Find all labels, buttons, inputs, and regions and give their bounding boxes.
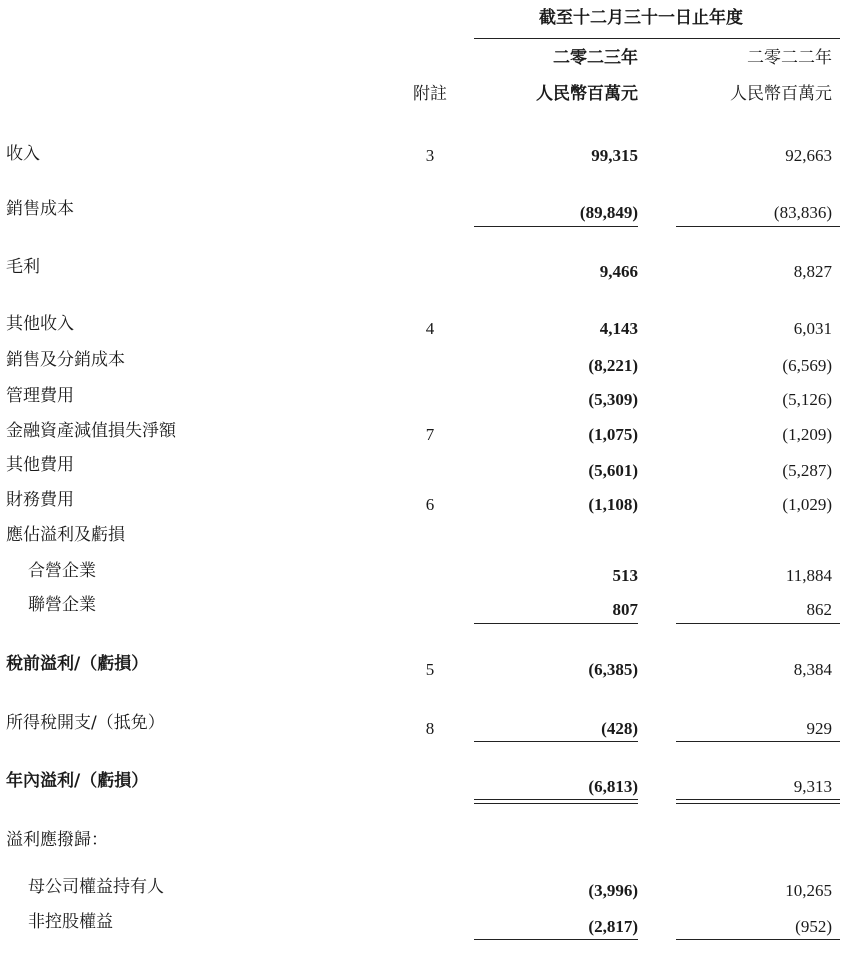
row-label: 聯營企業 (28, 595, 96, 615)
row-note: 4 (425, 319, 435, 338)
value-2023: (3,996) (588, 881, 638, 900)
value-2023: 99,315 (591, 146, 638, 165)
row-label: 所得稅開支/（抵免） (6, 713, 165, 733)
value-2022: 929 (806, 719, 832, 738)
value-2022: 9,313 (793, 777, 832, 796)
value-2023: (8,221) (588, 356, 638, 375)
row-label: 非控股權益 (28, 912, 113, 932)
subtotal-rule (676, 939, 840, 940)
value-2023: (6,385) (588, 660, 638, 679)
subtotal-rule (676, 623, 840, 624)
row-label: 母公司權益持有人 (28, 877, 164, 897)
value-2023: (1,075) (588, 425, 638, 444)
value-2023: (6,813) (588, 777, 638, 796)
value-2022: 92,663 (785, 146, 832, 165)
row-note: 7 (425, 425, 435, 444)
value-2023: 4,143 (599, 319, 638, 338)
value-2022: (1,209) (782, 425, 832, 444)
row-label: 收入 (6, 144, 40, 164)
row-note: 8 (425, 719, 435, 738)
subtotal-rule (676, 741, 840, 742)
subtotal-rule (474, 623, 638, 624)
value-2023: (5,309) (588, 390, 638, 409)
subtotal-rule (474, 226, 638, 227)
subtotal-rule (474, 939, 638, 940)
row-note: 6 (425, 495, 435, 514)
year-prior-header: 二零二二年 (747, 48, 832, 68)
row-label: 財務費用 (6, 490, 74, 510)
row-label: 年內溢利/（虧損） (6, 771, 149, 791)
row-label: 管理費用 (6, 386, 74, 406)
value-2022: (952) (795, 917, 832, 936)
row-label: 銷售及分銷成本 (6, 350, 125, 370)
value-2022: 862 (806, 600, 832, 619)
value-2022: 10,265 (785, 881, 832, 900)
row-label: 銷售成本 (6, 199, 74, 219)
value-2022: 11,884 (785, 566, 832, 585)
period-header: 截至十二月三十一日止年度 (539, 8, 743, 28)
total-rule (474, 803, 638, 804)
value-2023: (5,601) (588, 461, 638, 480)
value-2023: 807 (612, 600, 638, 619)
value-2023: (2,817) (588, 917, 638, 936)
row-label: 其他收入 (6, 314, 74, 334)
total-rule (676, 799, 840, 800)
subtotal-rule (676, 226, 840, 227)
row-label: 溢利應撥歸： (6, 830, 108, 850)
value-2023: 9,466 (599, 262, 638, 281)
value-2022: 8,827 (793, 262, 832, 281)
unit-current-header: 人民幣百萬元 (536, 84, 638, 104)
row-label: 合營企業 (28, 561, 96, 581)
value-2023: (89,849) (579, 203, 638, 222)
subtotal-rule (474, 741, 638, 742)
value-2022: (83,836) (773, 203, 832, 222)
row-label: 其他費用 (6, 455, 74, 475)
unit-prior-header: 人民幣百萬元 (730, 84, 832, 104)
value-2023: (1,108) (588, 495, 638, 514)
row-note: 5 (425, 660, 435, 679)
header-rule (474, 38, 840, 39)
row-label: 應佔溢利及虧損 (6, 525, 125, 545)
row-label: 金融資產減值損失淨額 (6, 421, 176, 441)
value-2022: (6,569) (782, 356, 832, 375)
value-2022: 6,031 (793, 319, 832, 338)
value-2022: (5,126) (782, 390, 832, 409)
note-header: 附註 (413, 84, 447, 104)
value-2023: (428) (601, 719, 638, 738)
total-rule (474, 799, 638, 800)
total-rule (676, 803, 840, 804)
value-2022: (5,287) (782, 461, 832, 480)
value-2022: (1,029) (782, 495, 832, 514)
row-label: 毛利 (6, 257, 40, 277)
row-label: 稅前溢利/（虧損） (6, 654, 149, 674)
row-note: 3 (425, 146, 435, 165)
value-2022: 8,384 (793, 660, 832, 679)
year-current-header: 二零二三年 (553, 48, 638, 68)
value-2023: 513 (612, 566, 638, 585)
